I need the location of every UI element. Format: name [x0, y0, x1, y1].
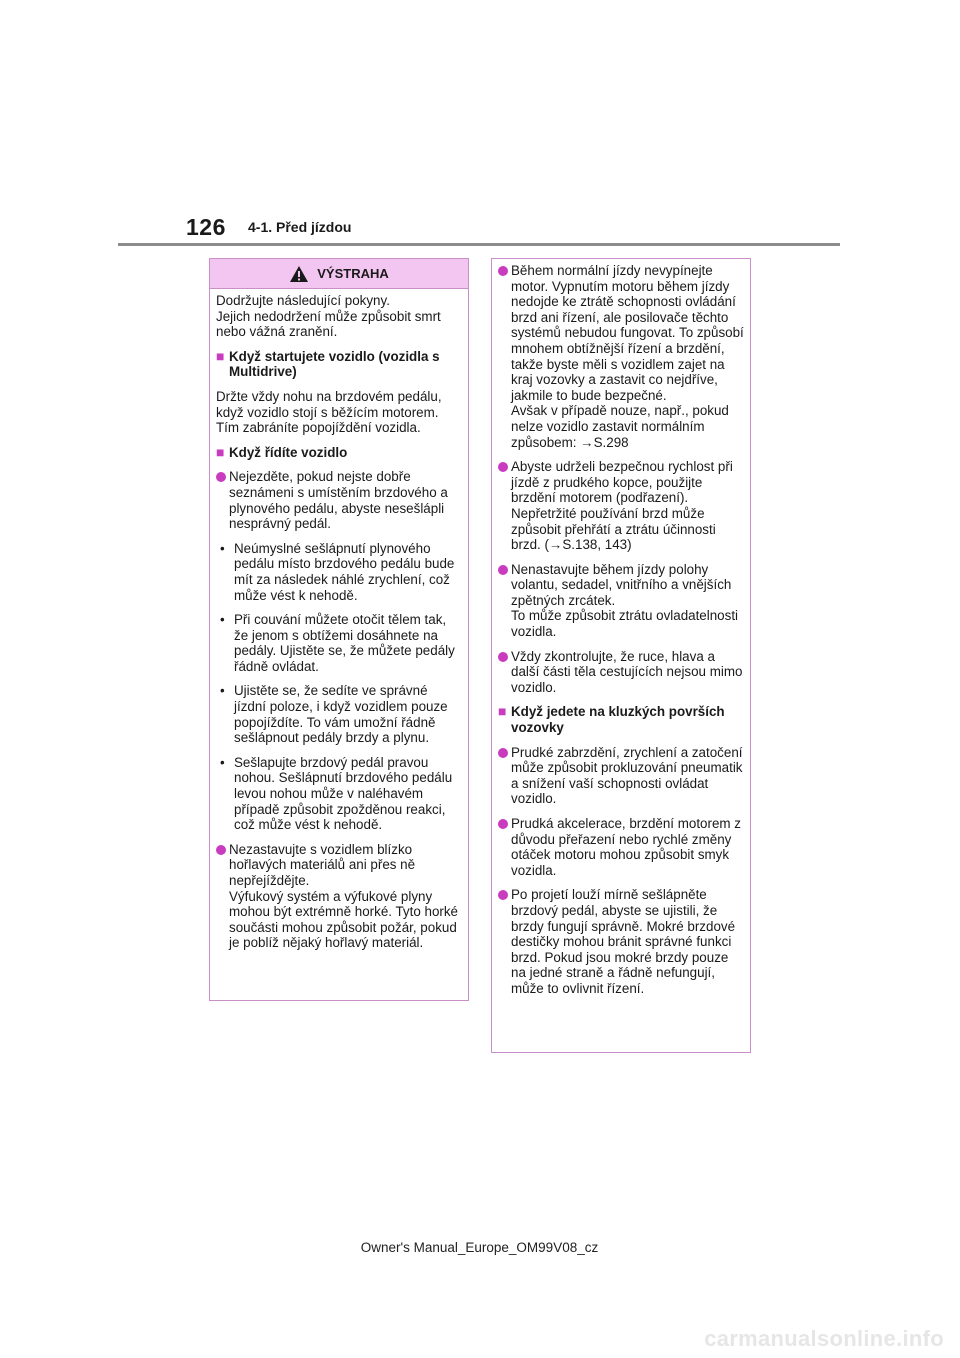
- list-item-text: Nenastavujte během jízdy polohy volantu, sedadel, vnitřního a vnějších zpětných zrcátek. To může způsobit ztrátu ovladatelnosti vozidla.: [511, 561, 739, 640]
- list-item: [498, 263, 744, 450]
- square-bullet-icon: ■: [498, 703, 507, 720]
- list-item-text: Nejezděte, pokud nejste dobře seznámeni s umístěním brzdového a plynového pedálu, abyste nesešlápli nesprávný pedál.: [229, 469, 448, 532]
- dot-mark-icon: •: [220, 683, 225, 699]
- heading-text: Když jedete na kluzkých površích vozovky: [511, 704, 725, 736]
- list-item: [216, 842, 462, 951]
- circle-bullet-icon: [498, 565, 508, 575]
- circle-bullet-icon: [498, 890, 508, 900]
- heading-text: Když řídíte vozidlo: [229, 444, 348, 460]
- warning-intro: Dodržujte následující pokyny. Jejich nedodržení může způsobit smrt nebo vážná zranění.: [216, 293, 441, 340]
- paragraph: Držte vždy nohu na brzdovém pedálu, když vozidlo stojí s běžícím motorem. Tím zabráníte popojíždění vozidla.: [216, 388, 442, 436]
- sub-list-item: [216, 683, 462, 745]
- list-item-text: Prudká akcelerace, brzdění motorem z důvodu přeřazení nebo rychlé změny otáček motoru mohou způsobit smyk vozidla.: [511, 816, 741, 878]
- header-divider: [118, 243, 840, 246]
- dot-mark-icon: •: [220, 540, 225, 556]
- warning-title: VÝSTRAHA: [317, 266, 389, 281]
- list-item-text: Abyste udrželi bezpečnou rychlost při jízdě z prudkého kopce, použijte brzdění motorem (podřazení). Nepřetržité používání brzd může způsobit přehřátí a ztrátu účinnosti brzd. (→S.138, 143): [511, 459, 733, 553]
- circle-bullet-icon: [498, 652, 508, 662]
- dot-mark-icon: •: [220, 612, 225, 628]
- circle-bullet-icon: [498, 266, 508, 276]
- list-item: [498, 887, 744, 996]
- sub-list-item: [216, 755, 462, 833]
- circle-bullet-icon: [498, 819, 508, 829]
- list-item-text: Během normální jízdy nevypínejte motor. Vypnutím motoru během jízdy nedojde ke ztrátě schopnosti ovládání brzd ani řízení, ale posilovače těchto systémů nebudou fungovat. To způsobí mnohem obtížnější řízení a brzdění, takže byste měli s vozidlem zajet na kraj vozovky a zastavit co nejdříve, jakmile to bude bezpečné. Avšak v případě nouze, např., pokud nelze vozidlo zastavit normálním způsobem: →S.298: [511, 263, 744, 450]
- sub-list-item: [216, 541, 462, 603]
- list-item-text: Vždy zkontrolujte, že ruce, hlava a další části těla cestujících nejsou mimo vozidlo.: [511, 648, 743, 695]
- warning-box-right: [491, 258, 751, 1053]
- square-bullet-icon: ■: [216, 347, 225, 364]
- section-title: 4-1. Před jízdou: [248, 219, 352, 235]
- section-heading: [216, 445, 462, 461]
- warning-header: [210, 259, 468, 289]
- sub-list-text: Sešlapujte brzdový pedál pravou nohou. Sešlápnutí brzdového pedálu levou nohou může v naléhavém případě způsobit zpožděnou reakci, což může vést k nehodě.: [234, 754, 453, 833]
- page-footer: [0, 1240, 960, 1255]
- list-item: [216, 469, 462, 531]
- circle-bullet-icon: [498, 748, 508, 758]
- section-heading: [216, 349, 462, 380]
- list-item: [498, 745, 744, 807]
- list-item-text: Prudké zabrzdění, zrychlení a zatočení může způsobit prokluzování pneumatik a snížení vaší schopnosti ovládat vozidlo.: [511, 744, 743, 807]
- watermark: carmanualsonline.info: [704, 1326, 944, 1351]
- list-item: [498, 649, 744, 696]
- warning-box-left: [209, 258, 469, 1001]
- list-item: [498, 562, 744, 640]
- warning-triangle-icon: [289, 265, 309, 283]
- list-item: [498, 816, 744, 878]
- sub-list-text: Neúmyslné sešlápnutí plynového pedálu místo brzdového pedálu bude mít za následek náhlé zrychlení, což může vést k nehodě.: [234, 540, 455, 603]
- circle-bullet-icon: [498, 462, 508, 472]
- list-item-text: Po projetí louží mírně sešlápněte brzdový pedál, abyste se ujistili, že brzdy fungují správně. Mokré brzdové destičky mohou bránit správné funkci brzd. Pokud jsou mokré brzdy pouze na jedné straně a řádně nefungují, může to ovlivnit řízení.: [511, 887, 736, 996]
- sub-list-text: Ujistěte se, že sedíte ve správné jízdní poloze, i když vozidlem pouze popojíždíte. To vám umožní řádně sešlápnout pedály brzdy a plynu.: [234, 683, 448, 746]
- dot-mark-icon: •: [220, 754, 225, 770]
- circle-bullet-icon: [216, 472, 226, 482]
- heading-text: Když startujete vozidlo (vozidla s Multidrive): [229, 348, 440, 380]
- section-heading: [498, 704, 744, 735]
- sub-list-item: [216, 612, 462, 674]
- list-item: [498, 459, 744, 553]
- page-number: 126: [186, 214, 226, 240]
- sub-list-text: Při couvání můžete otočit tělem tak, že jenom s obtížemi dosáhnete na pedály. Ujistěte se, že můžete pedály řádně ovládat.: [234, 612, 455, 674]
- footer-text: Owner's Manual_Europe_OM99V08_cz: [360, 1240, 599, 1255]
- list-item-text: Nezastavujte s vozidlem blízko hořlavých materiálů ani přes ně nepřejíždějte. Výfukový systém a výfukové plyny mohou být extrémně horké. Tyto horké součásti mohou způsobit požár, pokud je poblíž nějaký hořlavý materiál.: [229, 841, 459, 951]
- circle-bullet-icon: [216, 845, 226, 855]
- square-bullet-icon: ■: [216, 443, 225, 460]
